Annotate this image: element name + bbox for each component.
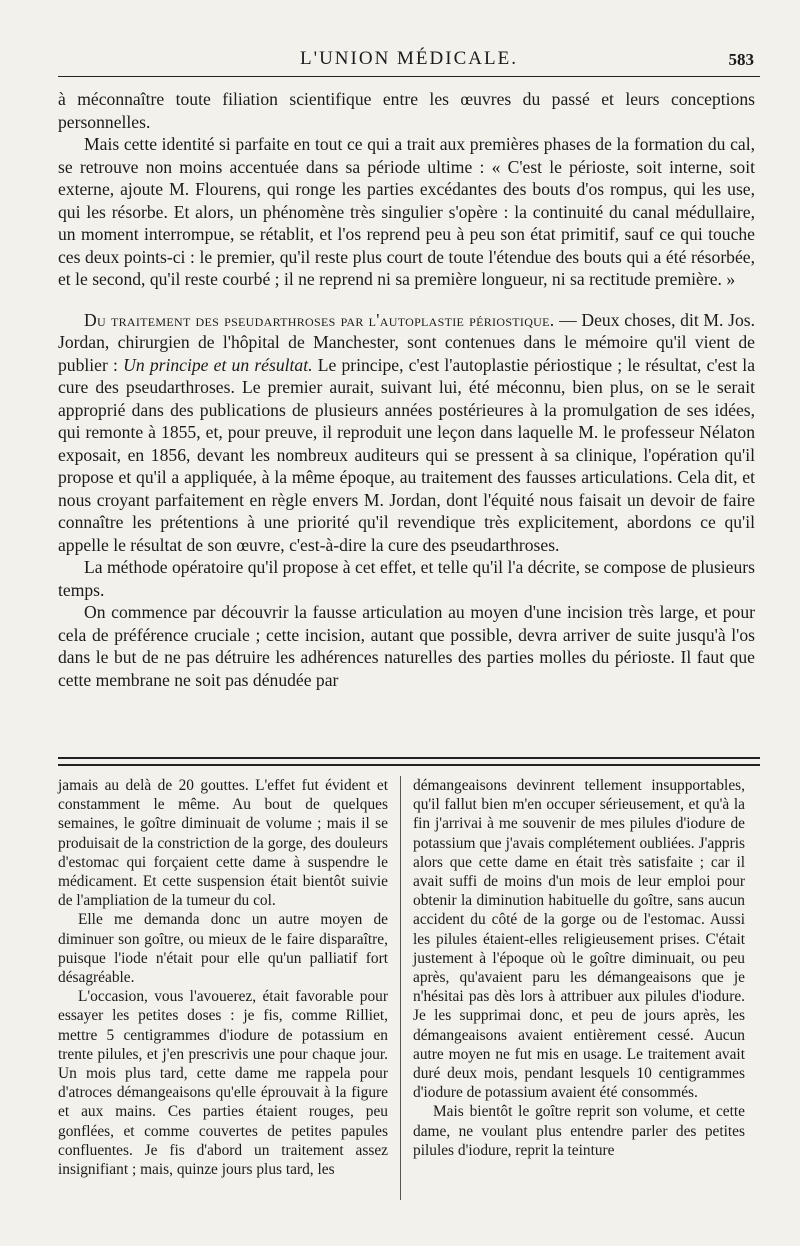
paragraph-text: Le principe, c'est l'autoplastie périostique ; le résultat, c'est la cure des pseudarthroses. Le premier aurait, suivant lui, été méconnu, bien plus, on se le serait approprié dans des publications de plusieurs années postérieures à la promulgation de ses idées, qui remonte à 1855, et, pour preuve, il reproduit une leçon dans laquelle M. le professeur Nélaton exposait, en 1856, devant les nombreux auditeurs qui se pressent à sa clinique, l'opération qu'il propose et qu'il a appliquée, à la même époque, au traitement des fausses articulations. Cela dit, et nous croyant parfaitement en règle envers M. Jordan, dont l'équité nous faisait un devoir de faire connaître les prétentions à une priorité qu'il revendique très explicitement, abordons ce qu'il appelle le résultat de son œuvre, c'est-à-dire la cure des pseudarthroses. <box>58 354 756 555</box>
journal-title: L'UNION MÉDICALE. <box>300 48 518 69</box>
heading-dash: — <box>554 309 582 330</box>
paragraph: L'occasion, vous l'avouerez, était favorable pour essayer les petites doses : je fis, comme Rilliet, mettre 5 centigrammes d'iodure de potassium en trente pilules, et j'en prescrivis une pour chaque jour. Un mois plus tard, cette dame me rappela pour d'atroces démangeaisons qu'elle éprouvait à la figure et aux mains. Ces parties étaient rouges, peu gonflées, et comme couvertes de petites papules confluentes. Je fis d'abord un traitement assez insignifiant ; mais, quinze jours plus tard, les <box>58 988 388 1179</box>
right-column <box>413 776 745 1160</box>
section-heading: Du traitement des pseudarthroses par l'autoplastie périostique. <box>84 309 555 330</box>
paragraph: Elle me demanda donc un autre moyen de diminuer son goître, ou mieux de le faire disparaître, puisque l'iode n'était pour elle qu'un palliatif fort désagréable. <box>58 911 388 987</box>
paragraph: démangeaisons devinrent tellement insupportables, qu'il fallut bien m'en occuper sérieusement, et qu'à la fin j'arrivai à me souvenir de mes pilules d'iodure de potassium que j'avais complétement oubliées. J'appris alors que cette dame en était très satisfaite ; car il avait suffi de moins d'un mois de leur emploi pour obtenir la diminution habituelle du goître, sans aucun accident du côté de la gorge ou de l'estomac. Aussi les pilules étaient-elles religieusement prises. C'était justement à l'époque où le goître diminuait, ou peu après, qu'avaient paru les démangeaisons que je n'hésitai pas dès lors à attribuer aux pilules d'iodure. Je les supprimai donc, et peu de jours après, les démangeaisons avaient entièrement cessé. Aucun autre moyen ne fut mis en usage. Le traitement avait duré deux mois, pendant lesquels 10 centigrammes d'iodure de potassium avaient été consommés. <box>413 777 745 1102</box>
running-header <box>58 48 760 74</box>
paragraph: On commence par découvrir la fausse articulation au moyen d'une incision très large, et pour cela de préférence cruciale ; cette incision, autant que possible, devra arriver de suite jusqu'à l'os dans le but de ne pas détruire les adhérences naturelles des parties molles du périoste. Il faut que cette membrane ne soit pas dénudée par <box>58 602 755 690</box>
column-divider <box>400 776 401 1200</box>
left-column <box>58 776 388 1179</box>
paragraph: Mais bientôt le goître reprit son volume, et cette dame, ne voulant plus entendre parler des petites pilules d'iodure, reprit la teinture <box>413 1103 745 1159</box>
header-rule <box>58 76 760 77</box>
paragraph: Mais cette identité si parfaite en tout ce qui a trait aux premières phases de la formation du cal, se retrouve non moins accentuée dans sa période ultime : « C'est le périoste, soit interne, soit externe, ajoute M. Flourens, qui ronge les parties excédantes des bouts d'os rompus, qui les use, qui les résorbe. Et alors, un phénomène très singulier s'opère : la continuité du canal médullaire, un moment interrompue, se rétablit, et l'os reprend peu à peu son état primitif, sauf ce qui touche ces deux points-ci : le premier, qu'il reste plus court de toute l'étendue des bouts qui a été résorbée, et le second, qu'il reste courbé ; il ne reprend ni sa première longueur, ni sa rectitude première. » <box>58 134 755 289</box>
paragraph-text: Deux choses, dit M. Jos. Jordan, chirurgien de l'hôpital de Manchester, sont contenues dans le mémoire qu'il vient de publier : <box>58 309 756 375</box>
paragraph: à méconnaître toute filiation scientifique entre les œuvres du passé et leurs conceptions personnelles. <box>58 89 755 132</box>
paragraph: jamais au delà de 20 gouttes. L'effet fut évident et constamment le même. Au bout de quelques semaines, le goître diminuait de volume ; mais il se produisait de la constriction de la gorge, des douleurs d'estomac qui forçaient cette dame à suspendre le médicament. Et cette suspension était bientôt suivie de l'ampliation de la tumeur du col. <box>58 777 388 910</box>
page-number: 583 <box>728 50 754 69</box>
feuilleton-rule <box>58 757 760 766</box>
italic-phrase: Un principe et un résultat. <box>123 354 313 375</box>
section-paragraph <box>58 309 755 557</box>
paragraph: La méthode opératoire qu'il propose à cet effet, et telle qu'il l'a décrite, se compose de plusieurs temps. <box>58 557 755 600</box>
main-text <box>58 88 755 691</box>
